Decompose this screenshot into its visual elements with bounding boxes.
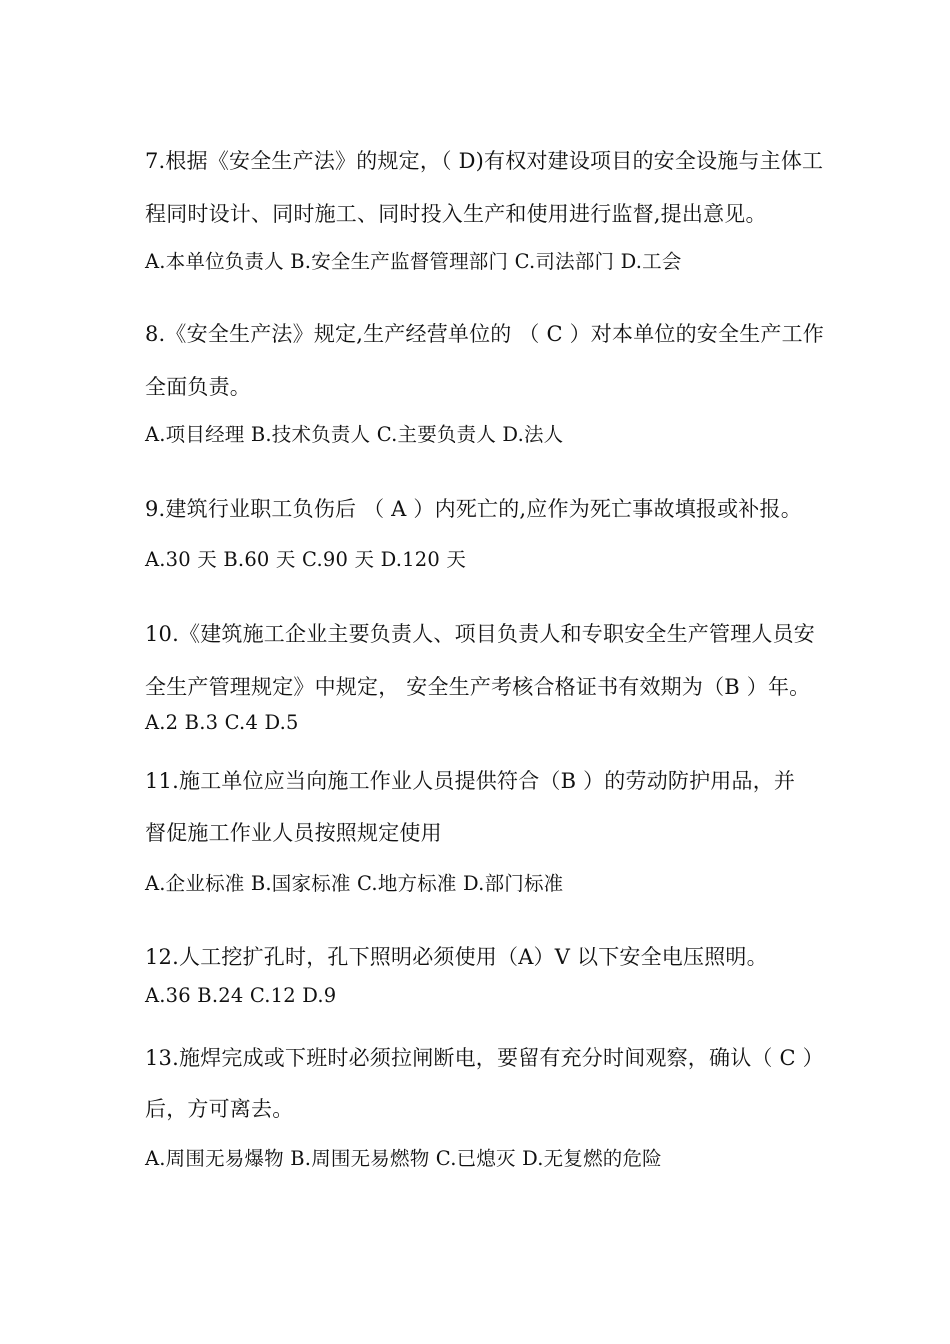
question-8-options: A.项目经理 B.技术负责人 C.主要负责人 D.法人 [145, 423, 564, 446]
question-11-line-2: 督促施工作业人员按照规定使用 [145, 821, 442, 845]
question-8-line-2: 全面负责。 [145, 375, 251, 399]
question-11-line-1: 11.施工单位应当向施工作业人员提供符合（B ）的劳动防护用品，并 [145, 769, 796, 793]
question-13-line-1: 13.施焊完成或下班时必须拉闸断电，要留有充分时间观察，确认（ C ） [145, 1046, 824, 1070]
question-12-options: A.36 B.24 C.12 D.9 [145, 984, 337, 1007]
question-8-line-1: 8.《安全生产法》规定,生产经营单位的 （ C ）对本单位的安全生产工作 [145, 322, 825, 346]
question-9-line-1: 9.建筑行业职工负伤后 （ A ）内死亡的,应作为死亡事故填报或补报。 [145, 497, 802, 521]
question-9-options: A.30 天 B.60 天 C.90 天 D.120 天 [145, 548, 467, 571]
question-10-line-1: 10.《建筑施工企业主要负责人、项目负责人和专职安全生产管理人员安 [145, 622, 815, 646]
question-7-line-1: 7.根据《安全生产法》的规定，（ D)有权对建设项目的安全设施与主体工 [145, 149, 824, 173]
question-7-line-2: 程同时设计、同时施工、同时投入生产和使用进行监督,提出意见。 [145, 202, 767, 226]
question-10-line-2: 全生产管理规定》中规定， 安全生产考核合格证书有效期为（B ）年。 [145, 675, 811, 699]
question-7-options: A.本单位负责人 B.安全生产监督管理部门 C.司法部门 D.工会 [145, 250, 682, 273]
question-11-options: A.企业标准 B.国家标准 C.地方标准 D.部门标准 [145, 872, 564, 895]
question-10-options: A.2 B.3 C.4 D.5 [145, 711, 299, 734]
question-13-line-2: 后，方可离去。 [145, 1097, 294, 1121]
question-13-options: A.周围无易爆物 B.周围无易燃物 C.已熄灭 D.无复燃的危险 [145, 1147, 662, 1170]
question-12-line-1: 12.人工挖扩孔时，孔下照明必须使用（A）V 以下安全电压照明。 [145, 945, 768, 969]
